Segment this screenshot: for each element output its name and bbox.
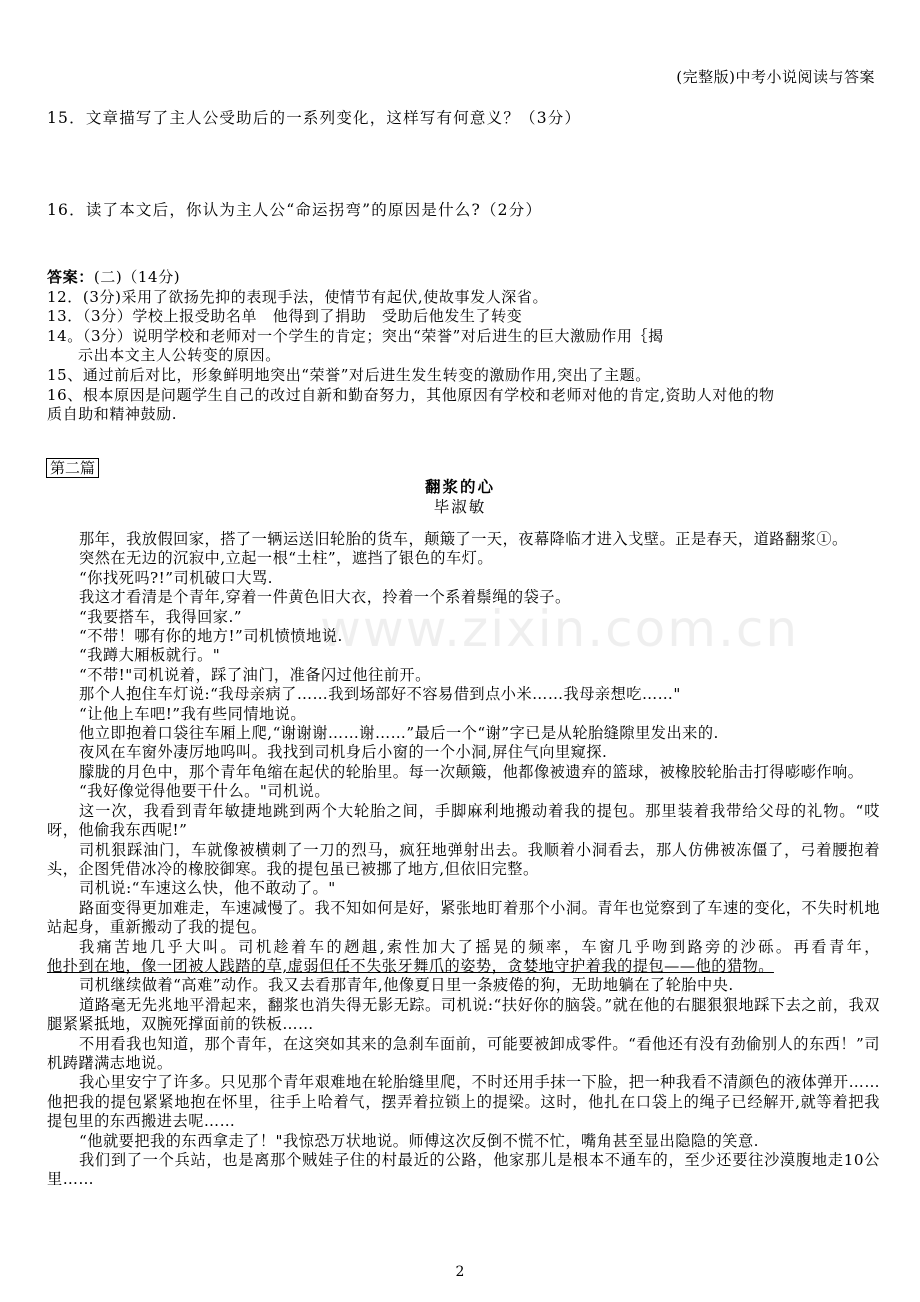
paragraph: 司机说:“车速这么快，他不敢动了。" [79,879,336,898]
paragraph: 司机狠踩油门，车就像被横刺了一刀的烈马，疯狂地弹射出去。我顺着小洞看去，那人仿佛被冻僵了，弓着腰抱着头，企图凭借冰冷的橡胶御寒。我的提包虽已被挪了地方,但依旧完整。 [47,840,880,878]
underlined-sentence: 他扑到在地，像一团被人践踏的草,虚弱但任不失张牙舞爪的姿势，贪婪地守护着我的提包——他的猎物。 [47,956,774,975]
answer-14-line2: 示出本文主人公转变的原因。 [78,346,281,365]
paragraph: 我们到了一个兵站，也是离那个贼娃子住的村最近的公路，他家那儿是根本不通车的，至少还要往沙漠腹地走10公里…… [47,1151,880,1189]
paragraph: 那年，我放假回家，搭了一辆运送旧轮胎的货车，颠簸了一天，夜幕降临才进入戈壁。正是春天，道路翻浆①。 [79,530,848,548]
paragraph: 路面变得更加难走，车速减慢了。我不知如何是好，紧张地盯着那个小洞。青年也觉察到了车速的变化，不失时机地站起身，重新搬动了我的提包。 [47,898,880,937]
article-author: 毕淑敏 [433,498,487,516]
paragraph: “我要搭车，我得回家.” [79,607,243,626]
answer-heading [47,268,882,288]
underlined-passage [47,957,880,976]
paragraph: “不带！哪有你的地方!”司机愤愤地说. [79,627,343,646]
paragraph: “你找死吗?!”司机破口大骂. [79,568,273,587]
page-header: (完整版)中考小说阅读与答案 [676,68,875,86]
paragraph: 那个人抱住车灯说:“我母亲病了……我到场部好不容易借到点小米……我母亲想吃……" [79,685,681,704]
answer-15: 15、通过前后对比，形象鲜明地突出“荣誉”对后进生发生转变的激励作用,突出了主题。 [47,365,651,384]
answer-section [47,268,882,425]
question-15: 15．文章描写了主人公受助后的一系列变化，这样写有何意义？（3分） [47,109,582,127]
section-label: 第二篇 [46,458,99,478]
paragraph: “他就要把我的东西拿走了！"我惊恐万状地说。师傅这次反倒不慌不忙，嘴角甚至显出隐隐的笑意. [79,1131,759,1150]
paragraph: 他立即抱着口袋往车厢上爬,“谢谢谢……谢……”最后一个“谢”字已是从轮胎缝隙里发出来的. [79,724,719,743]
question-16: 16．读了本文后，你认为主人公“命运拐弯”的原因是什么?（2分） [47,201,543,219]
answer-section-score: (二)（14分) [93,268,181,286]
paragraph: 我这才看清是个青年,穿着一件黄色旧大衣，拎着一个系着鬃绳的袋子。 [79,588,571,607]
paragraph: 这一次，我看到青年敏捷地跳到两个大轮胎之间，手脚麻利地搬动着我的提包。那里装着我带给父母的礼物。“哎呀，他偷我东西呢!” [47,801,880,840]
answer-16-line1: 16、根本原因是问题学生自己的改过自新和勤奋努力，其他原因有学校和老师对他的肯定,资助人对他的物 [47,385,775,404]
paragraph: “我蹲大厢板就行。" [79,646,221,665]
paragraph: 朦胧的月色中，那个青年龟缩在起伏的轮胎里。每一次颠簸，他都像被遗弃的篮球，被橡胶轮胎击打得嘭嘭作响。 [79,762,864,781]
article-body [47,530,880,1190]
paragraph: “我好像觉得他要干什么。"司机说。 [79,782,331,801]
paragraph: 不用看我也知道，那个青年，在这突如其来的急刹车面前，可能要被卸成零件。“看他还有没有劲偷别人的东西！”司机踌躇满志地说。 [47,1034,880,1072]
answer-13: 13．（3分）学校上报受助名单 他得到了捐助 受助后他发生了转变 [47,307,523,326]
page-number: 2 [455,1264,465,1280]
answer-12: 12．(3分)采用了欲扬先抑的表现手法，使情节有起伏,使故事发人深省。 [47,287,549,306]
paragraph: “让他上车吧!”我有些同情地说。 [79,704,307,723]
paragraph: 司机继续做着“高难”动作。我又去看那青年,他像夏日里一条疲倦的狗，无助地躺在了轮胎中央. [79,976,734,995]
article-title: 翻浆的心 [424,477,495,496]
paragraph-line: 我痛苦地几乎大叫。司机趁着车的趔趄,索性加大了摇晃的频率，车窗几乎吻到路旁的沙砾。再看青年， [79,937,880,956]
answer-title: 答案： [47,268,94,286]
paragraph [47,938,880,957]
paragraph: “不带!"司机说着，踩了油门，准备闪过他往前开。 [79,665,431,684]
answer-14-line1: 14。（3分）说明学校和老师对一个学生的肯定；突出“荣誉”对后进生的巨大激励作用｛揭 [47,326,664,345]
answer-16-line2: 质自助和精神鼓励. [47,405,178,424]
paragraph: 夜风在车窗外凄厉地呜叫。我找到司机身后小窗的一个小洞,屏住气向里窥探. [79,743,608,762]
paragraph: 道路毫无先兆地平滑起来，翻浆也消失得无影无踪。司机说:“扶好你的脑袋。”就在他的右腿狠狠地踩下去之前，我双腿紧紧抵地，双腕死撑面前的铁板…… [47,995,880,1034]
watermark: www.zixin.com.cn [320,600,800,658]
paragraph: 突然在无边的沉寂中,立起一根“土柱”，遮挡了银色的车灯。 [79,549,494,568]
paragraph: 我心里安宁了许多。只见那个青年艰难地在轮胎缝里爬，不时还用手抹一下脸，把一种我看不清颜色的液体弹开……他把我的提包紧紧地抱在怀里，往手上哈着气，摆弄着拉锁上的提梁。这时，他扎在口袋上的绳子已经解开,就等着把我提包里的东西搬进去呢…… [47,1073,880,1131]
